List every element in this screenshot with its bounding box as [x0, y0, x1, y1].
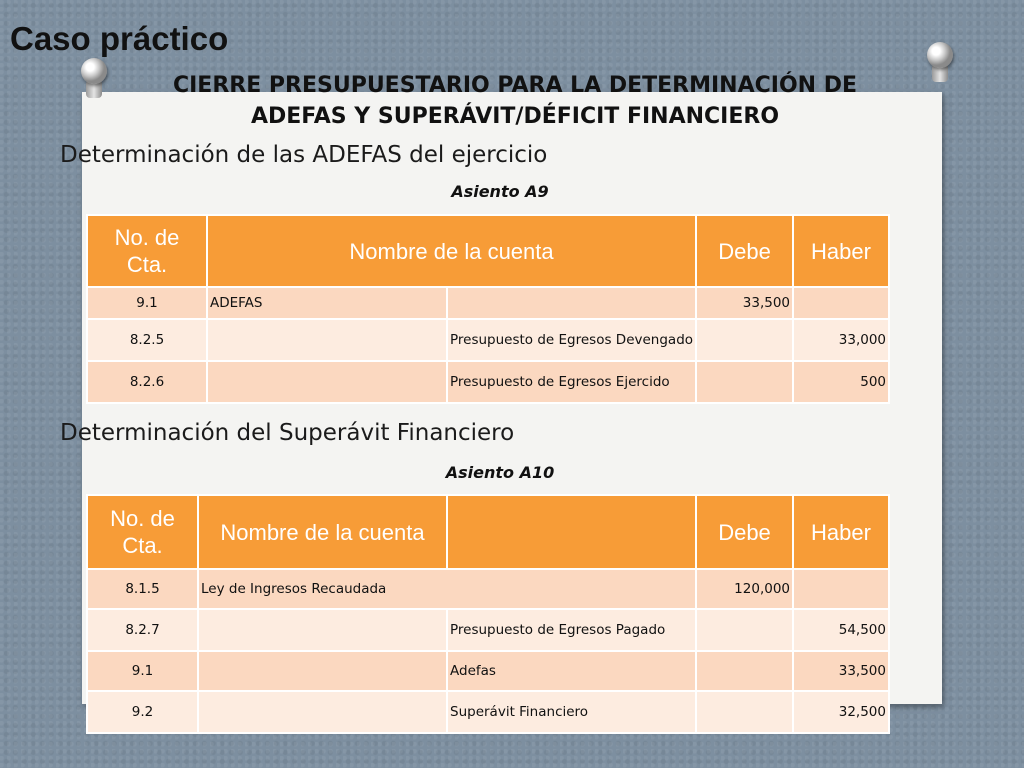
cell-cargo — [198, 609, 447, 651]
cell-abono: Adefas — [447, 651, 696, 691]
table-row — [87, 609, 889, 651]
cell-cta: 8.2.6 — [87, 361, 207, 403]
entry-label-a10: Asiento A10 — [445, 463, 555, 482]
cell-cargo: ADEFAS — [207, 287, 447, 319]
column-header-nombre: Nombre de la cuenta — [207, 215, 696, 287]
cell-cargo — [207, 361, 447, 403]
cell-haber: 32,500 — [793, 691, 889, 733]
cell-haber: 33,000 — [793, 319, 889, 361]
pushpin-icon — [927, 42, 953, 68]
cell-debe — [696, 361, 793, 403]
table-row — [87, 287, 889, 319]
column-header-debe: Debe — [696, 215, 793, 287]
cell-cta: 8.2.7 — [87, 609, 198, 651]
column-header-haber: Haber — [793, 215, 889, 287]
cell-abono: Presupuesto de Egresos Ejercido — [447, 361, 696, 403]
table-row — [87, 569, 889, 609]
table-header-row — [87, 495, 889, 569]
cell-cargo — [207, 319, 447, 361]
cell-abono: Presupuesto de Egresos Pagado — [447, 609, 696, 651]
section-heading-adefas: Determinación de las ADEFAS del ejercicio — [60, 142, 548, 168]
cell-cta: 9.2 — [87, 691, 198, 733]
cell-cargo — [198, 691, 447, 733]
section-heading-superavit: Determinación del Superávit Financiero — [60, 420, 515, 446]
table-row — [87, 319, 889, 361]
cell-debe — [696, 609, 793, 651]
column-header-debe: Debe — [696, 495, 793, 569]
column-header-nombre: Nombre de la cuenta — [198, 495, 447, 569]
cell-debe — [696, 319, 793, 361]
table-row — [87, 651, 889, 691]
cell-cargo — [198, 651, 447, 691]
cell-cargo: Ley de Ingresos Recaudada — [198, 569, 696, 609]
entry-label-a9: Asiento A9 — [451, 182, 549, 201]
column-header-haber: Haber — [793, 495, 889, 569]
subtitle-line-1: CIERRE PRESUPUESTARIO PARA LA DETERMINACIÓN DE — [172, 73, 858, 98]
column-header-no-cta: No. de Cta. — [87, 215, 207, 287]
cell-cta: 8.1.5 — [87, 569, 198, 609]
cell-abono — [447, 287, 696, 319]
ledger-table-a9 — [86, 214, 890, 404]
cell-cta: 9.1 — [87, 287, 207, 319]
table-header-row — [87, 215, 889, 287]
slide-subtitle — [100, 70, 930, 132]
cell-debe: 33,500 — [696, 287, 793, 319]
cell-haber: 500 — [793, 361, 889, 403]
cell-cta: 8.2.5 — [87, 319, 207, 361]
table-row — [87, 691, 889, 733]
cell-abono: Superávit Financiero — [447, 691, 696, 733]
table-row — [87, 361, 889, 403]
cell-abono: Presupuesto de Egresos Devengado — [447, 319, 696, 361]
cell-debe — [696, 691, 793, 733]
column-header-no-cta: No. de Cta. — [87, 495, 198, 569]
cell-haber: 33,500 — [793, 651, 889, 691]
cell-debe — [696, 651, 793, 691]
cell-haber: 54,500 — [793, 609, 889, 651]
cell-haber — [793, 287, 889, 319]
column-header-blank — [447, 495, 696, 569]
subtitle-line-2: ADEFAS Y SUPERÁVIT/DÉFICIT FINANCIERO — [250, 104, 780, 129]
cell-debe: 120,000 — [696, 569, 793, 609]
slide-title: Caso práctico — [10, 20, 229, 57]
ledger-table-a10 — [86, 494, 890, 734]
cell-cta: 9.1 — [87, 651, 198, 691]
cell-haber — [793, 569, 889, 609]
